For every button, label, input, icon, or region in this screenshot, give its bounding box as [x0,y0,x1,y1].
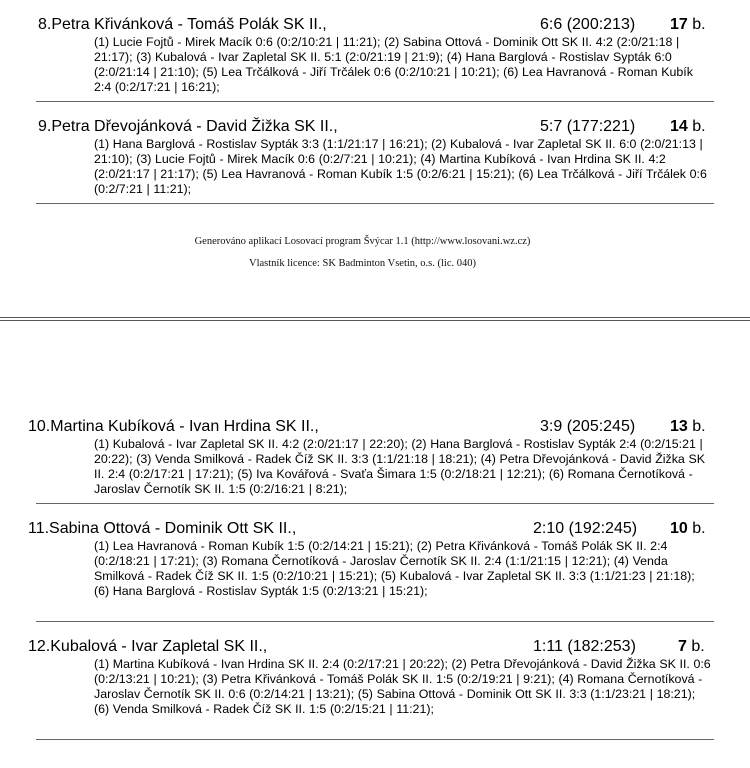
page-break-line [0,317,750,318]
divider [36,503,714,504]
team-score: 5:7 (177:221) [540,118,636,135]
standing-entry-12 [28,637,713,717]
team-name: 8.Petra Křivánková - Tomáš Polák SK II., [38,16,327,33]
match-list: (1) Kubalová - Ivar Zapletal SK II. 4:2 (2:0/21:17 | 22:20); (2) Hana Barglová - Rostislav Sypták 2:4 (0:2/15:21 | 20:22); (3) Venda Smilková - Radek Číž SK II. 3:3 (1:1/21:18 | 18:21); (4) Petra Dřevojánková - David Žižka SK II. 2:4 (0:2/17:21 | 17:21); (5) Iva Kovářová - Svaťa Šimara 1:5 (0:2/18:21 | 12:21); (6) Romana Černotíková - Jaroslav Černotík SK II. 1:5 (0:2/16:21 | 8:21); [94,437,705,496]
team-name: 11.Sabina Ottová - Dominik Ott SK II., [28,520,297,537]
divider [36,101,714,102]
divider [36,739,714,740]
team-points: 13 b. [670,418,706,435]
license-note: Vlastník licence: SK Badminton Vsetin, o.s. (lic. 040) [249,258,476,269]
match-list: (1) Hana Barglová - Rostislav Sypták 3:3 (1:1/21:17 | 16:21); (2) Kubalová - Ivar Zapletal SK II. 6:0 (2:0/21:13 | 21:10); (3) Lucie Fojtů - Mirek Macík 0:6 (0:2/7:21 | 10:21); (4) Martina Kubíková - Ivan Hrdina SK II. 4:2 (2:0/21:17 | 21:17); (5) Lea Havranová - Roman Kubík 1:5 (0:2/6:21 | 15:21); (6) Lea Trčálková - Jiří Trčálek 0:6 (0:2/7:21 | 11:21); [94,137,707,196]
team-score: 1:11 (182:253) [533,638,636,655]
team-points: 10 b. [670,520,706,537]
standing-entry-10 [28,417,713,497]
team-score: 6:6 (200:213) [540,16,636,33]
divider [36,621,714,622]
page-break-line [0,320,750,321]
generator-note: Generováno aplikací Losovací program Švýcar 1.1 (http://www.losovani.wz.cz) [194,236,531,247]
match-list: (1) Martina Kubíková - Ivan Hrdina SK II. 2:4 (0:2/17:21 | 20:22); (2) Petra Dřevojánková - David Žižka SK II. 0:6 (0:2/13:21 | 10:21); (3) Petra Křivánková - Tomáš Polák SK II. 1:5 (0:2/19:21 | 9:21); (4) Romana Černotíková - Jaroslav Černotík SK II. 0:6 (0:2/14:21 | 13:21); (5) Sabina Ottová - Dominik Ott SK II. 3:3 (1:1/23:21 | 18:21); (6) Venda Smilková - Radek Číž SK II. 1:5 (0:2/15:21 | 11:21); [94,657,711,716]
team-score: 3:9 (205:245) [540,418,636,435]
match-list: (1) Lucie Fojtů - Mirek Macík 0:6 (0:2/10:21 | 11:21); (2) Sabina Ottová - Dominik Ott SK II. 4:2 (2:0/21:18 | 21:17); (3) Kubalová - Ivar Zapletal SK II. 5:1 (2:0/21:19 | 21:9); (4) Hana Barglová - Rostislav Sypták 6:0 (2:0/21:14 | 21:10); (5) Lea Trčálková - Jiří Trčálek 0:6 (0:2/10:21 | 10:21); (6) Lea Havranová - Roman Kubík 2:4 (0:2/17:21 | 16:21); [94,35,693,94]
team-score: 2:10 (192:245) [533,520,638,537]
team-name: 12.Kubalová - Ivar Zapletal SK II., [28,638,268,655]
standing-entry-9 [38,117,713,197]
standing-entry-8 [38,15,713,95]
team-points: 17 b. [670,16,706,33]
team-name: 9.Petra Dřevojánková - David Žižka SK II., [38,118,338,135]
team-name: 10.Martina Kubíková - Ivan Hrdina SK II., [28,418,319,435]
standing-entry-11 [28,519,713,599]
team-points: 7 b. [678,638,705,655]
match-list: (1) Lea Havranová - Roman Kubík 1:5 (0:2/14:21 | 15:21); (2) Petra Křivánková - Tomáš Polák SK II. 2:4 (0:2/18:21 | 17:21); (3) Romana Černotíková - Jaroslav Černotík SK II. 2:4 (1:1/21:15 | 12:21); (4) Venda Smilková - Radek Číž SK II. 1:5 (0:2/10:21 | 15:21); (5) Kubalová - Ivar Zapletal SK II. 3:3 (1:1/21:23 | 21:18); (6) Hana Barglová - Rostislav Sypták 1:5 (0:2/13:21 | 15:21); [94,539,695,598]
team-points: 14 b. [670,118,706,135]
divider [36,203,714,204]
